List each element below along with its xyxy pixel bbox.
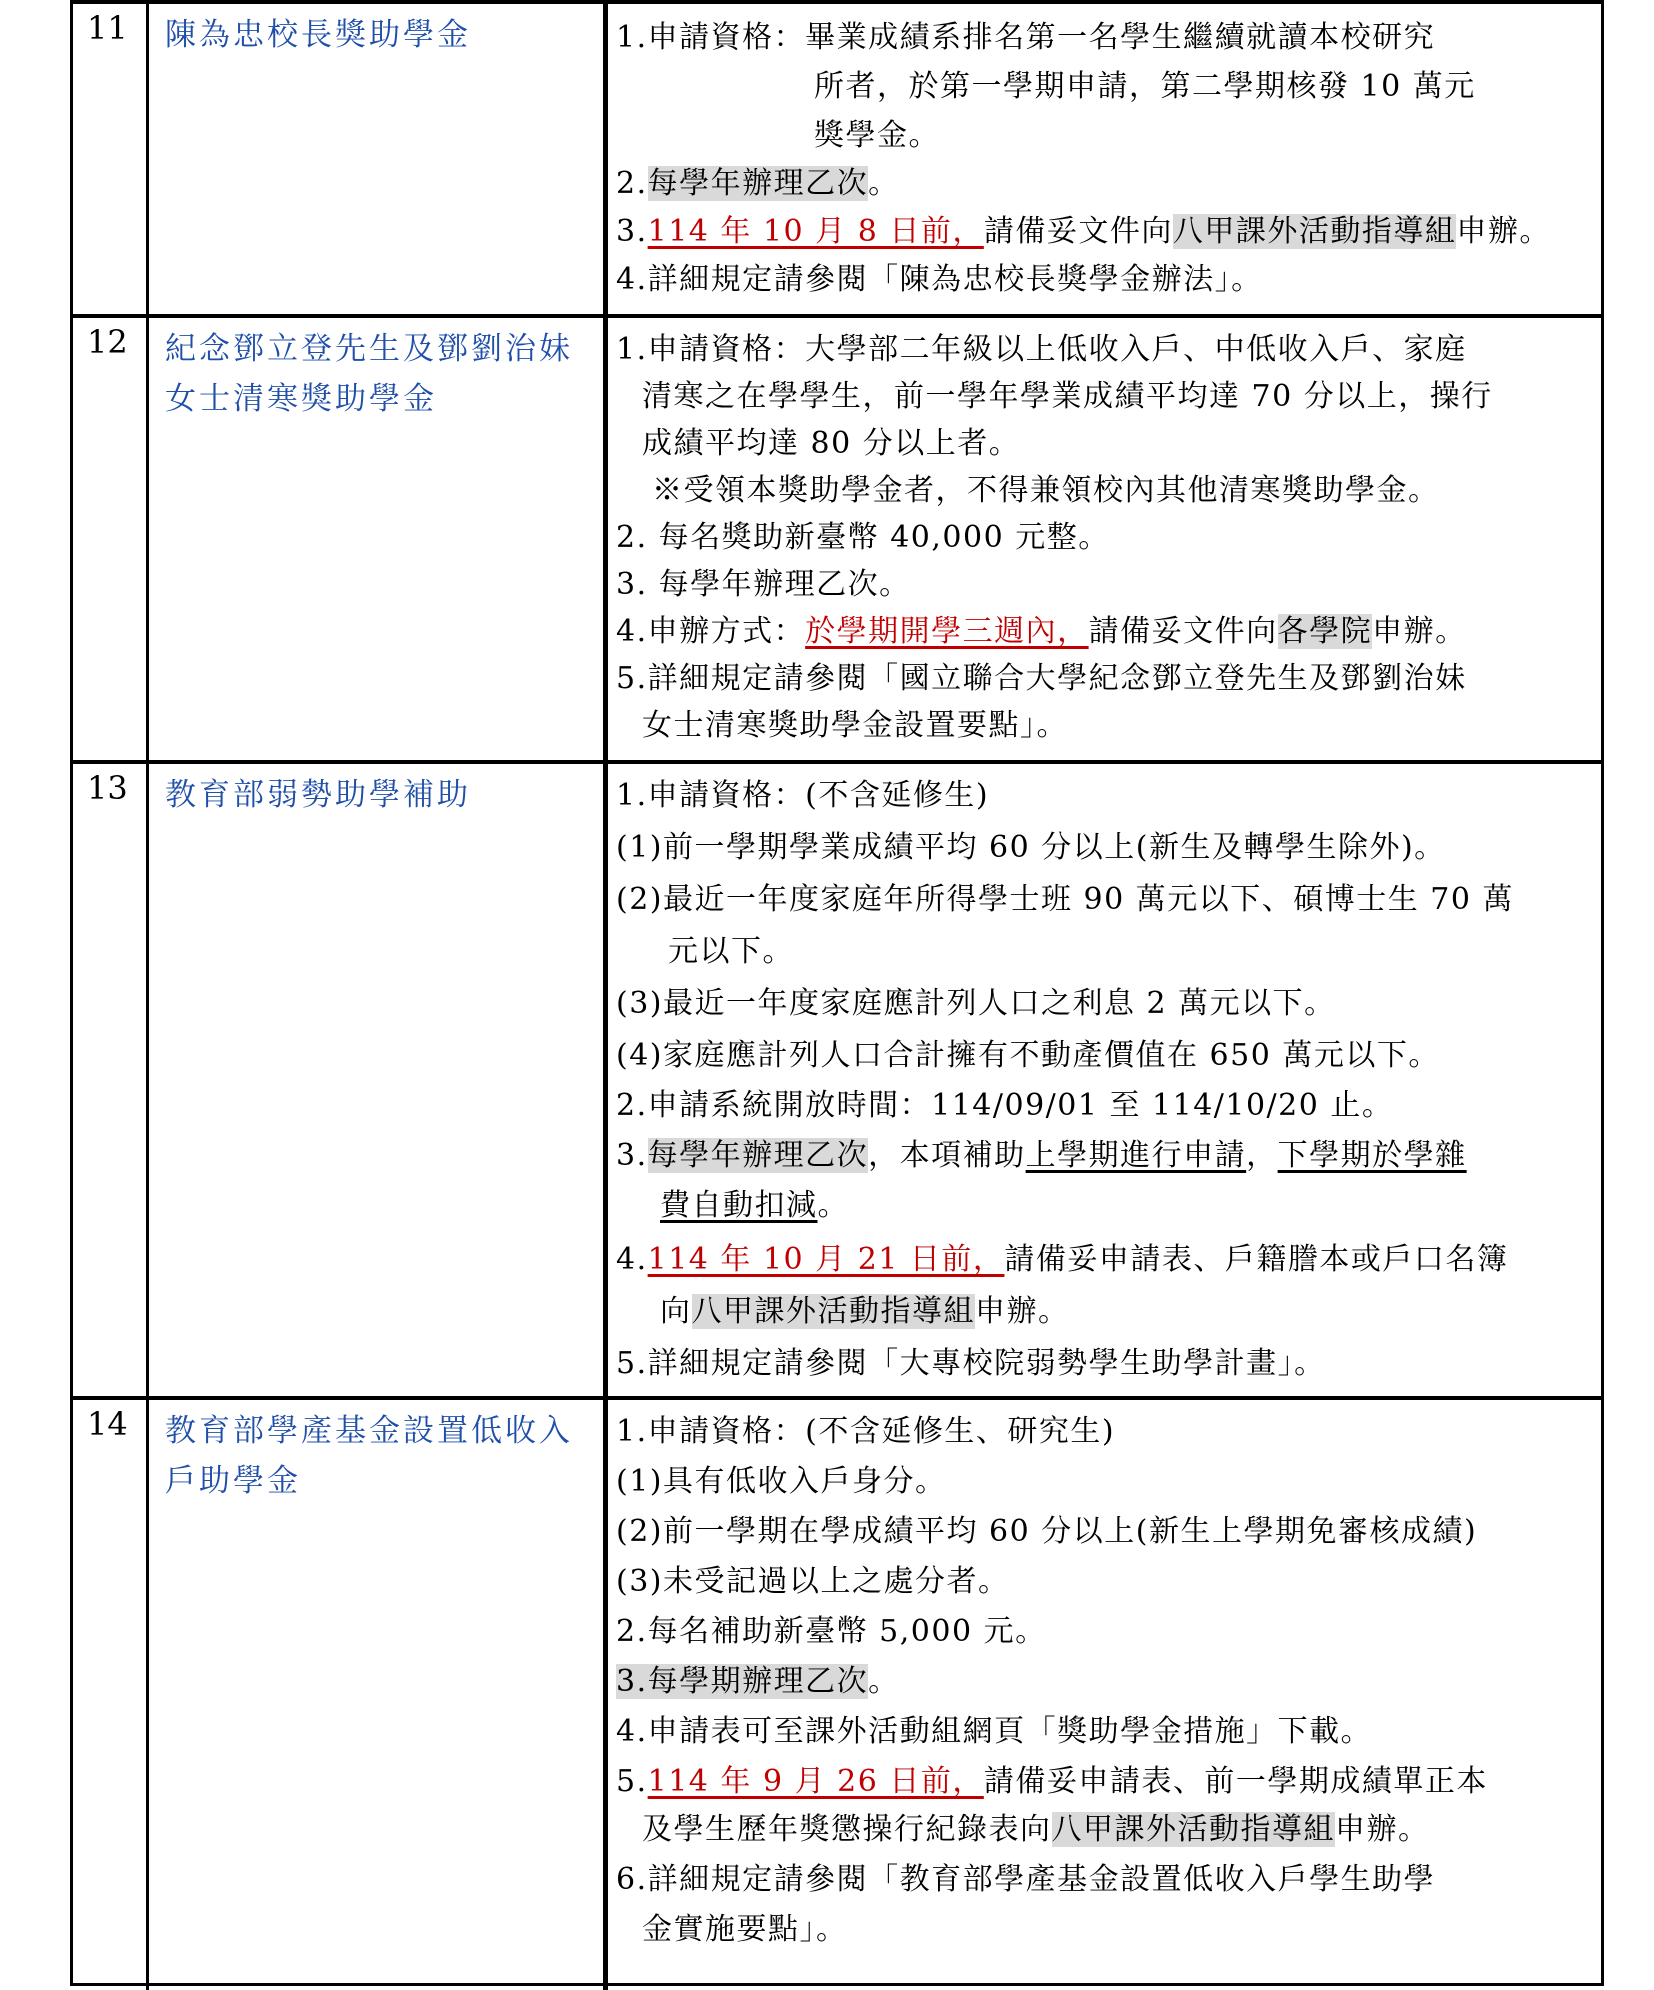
scholarship-name: 教育部學產基金設置低收入戶助學金 (165, 1413, 573, 1499)
deadline-text: 114 年 9 月 26 日前， (647, 1764, 984, 1799)
detail-line: 3.每學年辦理乙次，本項補助上學期進行申請，下學期於學雜 (616, 1138, 1467, 1173)
detail-line: 及學生歷年獎懲操行紀錄表向八甲課外活動指導組申辦。 (642, 1812, 1430, 1847)
detail-line: 5.114 年 9 月 26 日前，請備妥申請表、前一學期成績單正本 (616, 1764, 1488, 1799)
row-details (603, 318, 1601, 764)
detail-line: 3.114 年 10 月 8 日前，請備妥文件向八甲課外活動指導組申辦。 (616, 214, 1551, 249)
detail-line: 4.114 年 10 月 21 日前，請備妥申請表、戶籍謄本或戶口名簿 (616, 1242, 1509, 1277)
detail-line: 1.申請資格：畢業成績系排名第一名學生繼續就讀本校研究 (616, 20, 1436, 55)
detail-line: 2.每學年辦理乙次。 (616, 166, 900, 201)
deadline-text: 114 年 10 月 8 日前， (647, 214, 984, 249)
detail-line: 5.詳細規定請參閱「大專校院弱勢學生助學計畫」。 (616, 1346, 1326, 1381)
detail-line: 2.申請系統開放時間：114/09/01 至 114/10/20 止。 (616, 1088, 1394, 1123)
row-number: 13 (87, 769, 128, 807)
detail-line: 1.申請資格：大學部二年級以上低收入戶、中低收入戶、家庭 (616, 332, 1467, 367)
detail-line: 3.每學期辦理乙次。 (616, 1664, 900, 1699)
detail-line: (4)家庭應計列人口合計擁有不動產價值在 650 萬元以下。 (616, 1038, 1440, 1073)
detail-line: 4.申辦方式：於學期開學三週內，請備妥文件向各學院申辦。 (616, 614, 1467, 649)
detail-line: 向八甲課外活動指導組申辦。 (660, 1294, 1070, 1329)
deadline-text: 於學期開學三週內， (805, 614, 1089, 649)
table-row (73, 1396, 1601, 1990)
deadline-text: 114 年 10 月 21 日前， (647, 1242, 1005, 1277)
scholarship-name: 教育部弱勢助學補助 (165, 777, 471, 813)
detail-line: (1)具有低收入戶身分。 (616, 1464, 947, 1499)
row-number: 12 (87, 323, 128, 361)
detail-line: 6.詳細規定請參閱「教育部學產基金設置低收入戶學生助學 (616, 1862, 1436, 1897)
detail-line: 4.申請表可至課外活動組網頁「獎助學金措施」下載。 (616, 1714, 1373, 1749)
detail-line: 女士清寒獎助學金設置要點」。 (642, 708, 1068, 743)
detail-line: 金實施要點」。 (642, 1912, 848, 1947)
detail-line: 3. 每學年辦理乙次。 (616, 567, 911, 602)
row-details (603, 4, 1601, 318)
detail-line: (3)最近一年度家庭應計列人口之利息 2 萬元以下。 (616, 986, 1336, 1021)
detail-line: 成績平均達 80 分以上者。 (642, 426, 1021, 461)
row-number: 11 (87, 9, 128, 47)
detail-line: 1.申請資格：(不含延修生) (616, 778, 990, 813)
detail-line: 2.每名補助新臺幣 5,000 元。 (616, 1614, 1047, 1649)
detail-line: 元以下。 (668, 934, 794, 969)
detail-line: 5.詳細規定請參閱「國立聯合大學紀念鄧立登先生及鄧劉治妹 (616, 661, 1467, 696)
detail-line: 獎學金。 (814, 118, 940, 153)
detail-line: 費自動扣減。 (660, 1188, 849, 1223)
detail-line: (1)前一學期學業成績平均 60 分以上(新生及轉學生除外)。 (616, 830, 1446, 865)
row-details (603, 1400, 1601, 1990)
table-row (73, 314, 1601, 764)
detail-line: (3)未受記過以上之處分者。 (616, 1564, 1010, 1599)
detail-line: 清寒之在學學生，前一學年學業成績平均達 70 分以上，操行 (642, 379, 1493, 414)
detail-line: 所者，於第一學期申請，第二學期核發 10 萬元 (814, 69, 1476, 104)
table-row (73, 0, 1601, 318)
scholarship-table (70, 0, 1604, 1986)
row-number: 14 (87, 1405, 128, 1443)
detail-line: (2)最近一年度家庭年所得學士班 90 萬元以下、碩博士生 70 萬 (616, 882, 1514, 917)
scholarship-name: 紀念鄧立登先生及鄧劉治妹女士清寒獎助學金 (165, 331, 573, 417)
detail-line: 4.詳細規定請參閱「陳為忠校長獎學金辦法」。 (616, 262, 1263, 297)
detail-line: 2. 每名獎助新臺幣 40,000 元整。 (616, 520, 1110, 555)
table-row (73, 760, 1601, 1400)
detail-line: 1.申請資格：(不含延修生、研究生) (616, 1414, 1116, 1449)
row-details (603, 764, 1601, 1400)
scholarship-name: 陳為忠校長獎助學金 (165, 17, 471, 53)
detail-line: ※受領本獎助學金者，不得兼領校內其他清寒獎助學金。 (652, 473, 1440, 508)
detail-line: (2)前一學期在學成績平均 60 分以上(新生上學期免審核成績) (616, 1514, 1478, 1549)
